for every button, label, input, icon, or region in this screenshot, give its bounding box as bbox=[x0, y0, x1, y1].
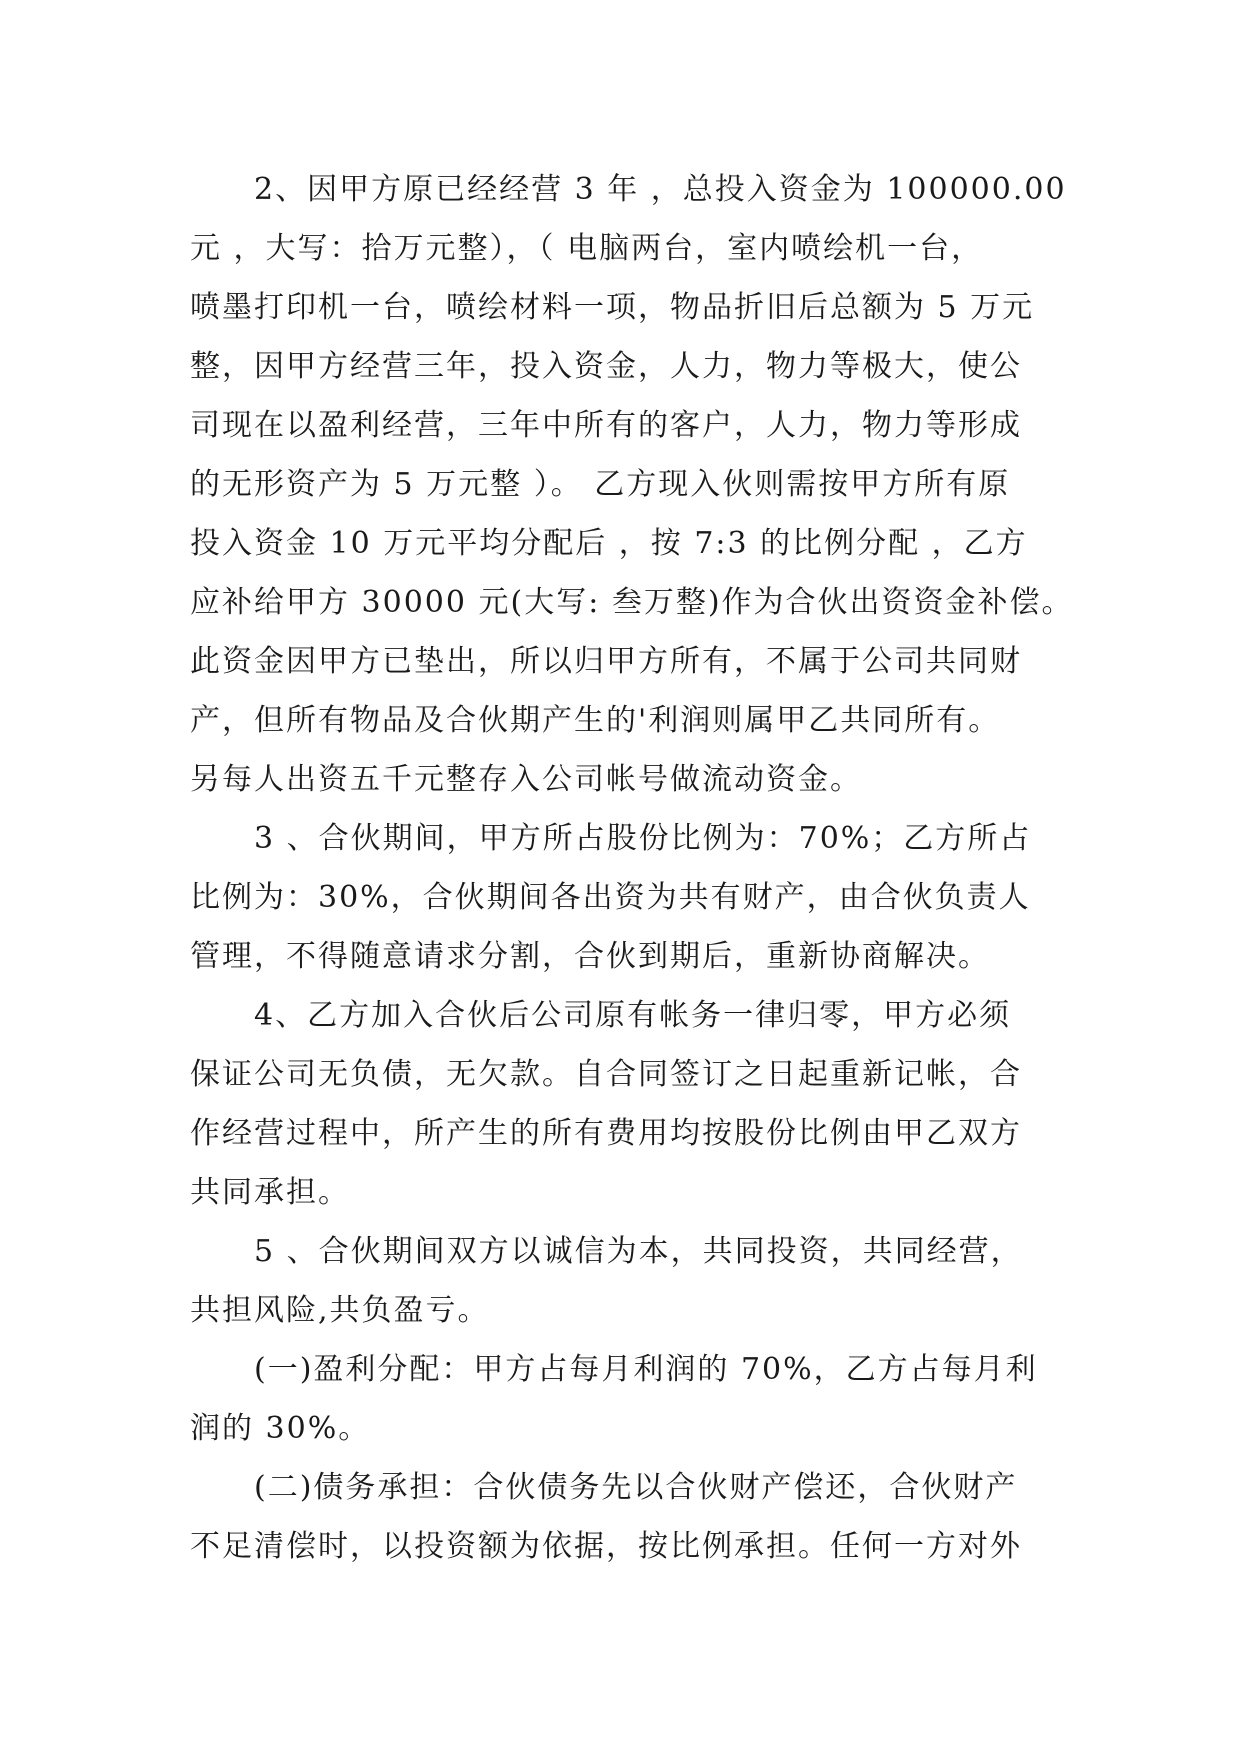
text-line: 元 ，大写：拾万元整），（ 电脑两台，室内喷绘机一台， bbox=[190, 231, 984, 266]
text-line: 润的 30%。 bbox=[190, 1411, 371, 1446]
text-line: 产，但所有物品及合伙期产生的'利润则属甲乙共同所有。 bbox=[190, 703, 1001, 738]
text-line: 管理，不得随意请求分割，合伙到期后，重新协商解决。 bbox=[190, 939, 990, 974]
text-line: 应补给甲方 30000 元(大写: 叁万整)作为合伙出资资金补偿。 bbox=[190, 585, 1074, 620]
text-line: 喷墨打印机一台，喷绘材料一项，物品折旧后总额为 5 万元 bbox=[190, 290, 1035, 325]
text-line: (二)债务承担：合伙债务先以合伙财产偿还，合伙财产 bbox=[254, 1470, 1018, 1505]
text-line: (一)盈利分配：甲方占每月利润的 70%，乙方占每月利 bbox=[254, 1352, 1038, 1387]
text-line: 另每人出资五千元整存入公司帐号做流动资金。 bbox=[190, 762, 862, 797]
text-line: 的无形资产为 5 万元整 ）。 乙方现入伙则需按甲方所有原 bbox=[190, 467, 1011, 502]
text-line: 投入资金 10 万元平均分配后 ，按 7:3 的比例分配 ，乙方 bbox=[190, 526, 1028, 561]
text-line: 共同承担。 bbox=[190, 1175, 350, 1210]
text-line: 共担风险,共负盈亏。 bbox=[190, 1293, 490, 1328]
text-line: 作经营过程中，所产生的所有费用均按股份比例由甲乙双方 bbox=[190, 1116, 1022, 1151]
text-line: 4、乙方加入合伙后公司原有帐务一律归零，甲方必须 bbox=[254, 998, 1012, 1033]
text-line: 整，因甲方经营三年，投入资金，人力，物力等极大，使公 bbox=[190, 349, 1022, 384]
text-line: 比例为：30%，合伙期间各出资为共有财产，由合伙负责人 bbox=[190, 880, 1031, 915]
text-line: 5 、合伙期间双方以诚信为本，共同投资，共同经营， bbox=[254, 1234, 1023, 1269]
text-line: 不足清偿时，以投资额为依据，按比例承担。任何一方对外 bbox=[190, 1529, 1022, 1564]
text-line: 2、因甲方原已经经营 3 年 ，总投入资金为 100000.00 bbox=[254, 172, 1067, 207]
text-line: 保证公司无负债，无欠款。自合同签订之日起重新记帐，合 bbox=[190, 1057, 1022, 1092]
document-body bbox=[190, 160, 1074, 1576]
text-line: 3 、合伙期间，甲方所占股份比例为：70%；乙方所占 bbox=[254, 821, 1032, 856]
text-line: 此资金因甲方已垫出，所以归甲方所有，不属于公司共同财 bbox=[190, 644, 1022, 679]
text-line: 司现在以盈利经营，三年中所有的客户，人力，物力等形成 bbox=[190, 408, 1022, 443]
